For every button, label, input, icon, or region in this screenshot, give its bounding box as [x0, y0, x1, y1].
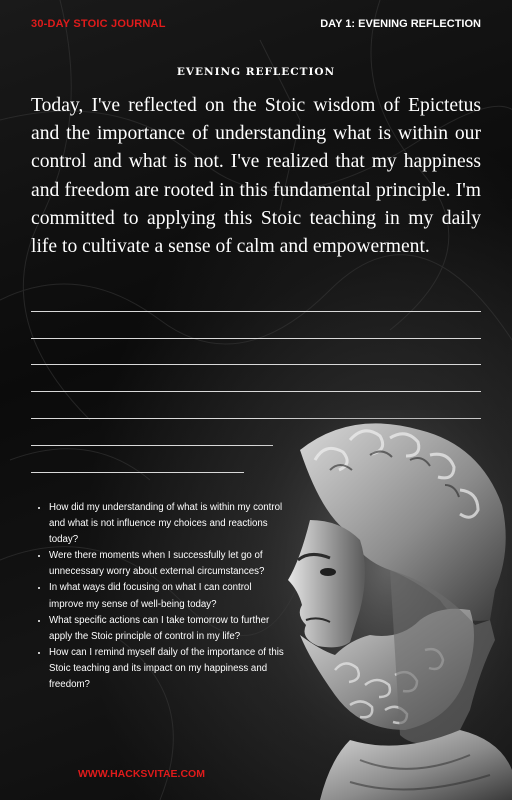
writing-line[interactable] [31, 472, 244, 473]
list-item: • In what ways did focusing on what I can control improve my sense of well-being today? [49, 580, 284, 612]
list-item: • How did my understanding of what is within my control and what is not influence my choices and reactions today? [49, 500, 284, 548]
list-item: • How can I remind myself daily of the importance of this Stoic teaching and its impact on my happiness and freedom? [49, 645, 284, 693]
list-item: • Were there moments when I successfully let go of unnecessary worry about external circumstances? [49, 548, 284, 580]
section-title: EVENING REFLECTION [176, 66, 336, 78]
journal-title: 30-DAY STOIC JOURNAL [31, 18, 166, 30]
writing-line[interactable] [31, 338, 481, 339]
writing-line[interactable] [31, 364, 481, 365]
day-label: DAY 1: EVENING REFLECTION [320, 18, 481, 30]
list-item: • What specific actions can I take tomorrow to further apply the Stoic principle of control in my life? [49, 613, 284, 645]
writing-line[interactable] [31, 311, 481, 312]
reflection-questions-list [31, 500, 284, 693]
reflection-paragraph: Today, I've reflected on the Stoic wisdom of Epictetus and the importance of understanding what is within our control and what is not. I've realized that my happiness and freedom are rooted in this fundamental principle. I'm committed to applying this Stoic teaching in my daily life to cultivate a sense of calm and empowerment. [31, 95, 481, 258]
writing-line[interactable] [31, 445, 273, 446]
writing-line[interactable] [31, 391, 481, 392]
website-link[interactable]: WWW.HACKSVITAE.COM [78, 768, 205, 780]
